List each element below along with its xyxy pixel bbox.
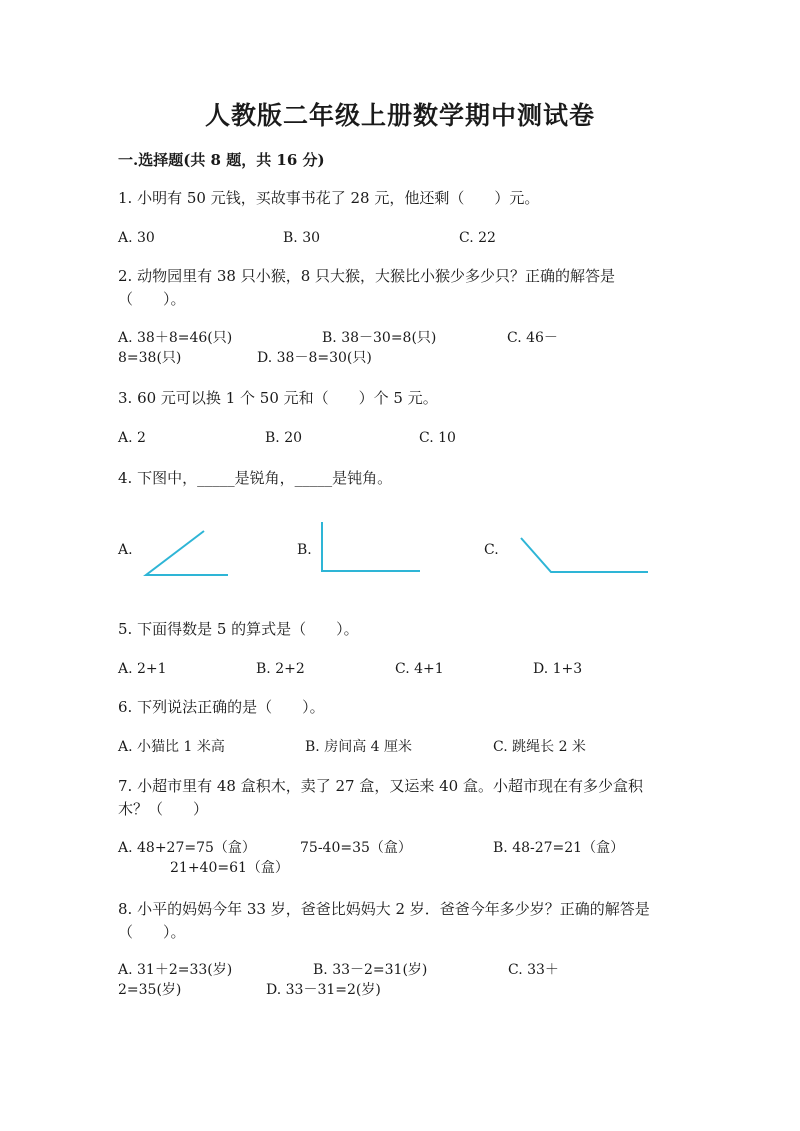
q8-option-d[interactable]: D. 33－31=2(岁) xyxy=(266,982,381,998)
question-8-line-1: 8. 小平的妈妈今年 33 岁，爸爸比妈妈大 2 岁．爸爸今年多少岁？正确的解答是 xyxy=(118,900,650,918)
q7-option-a[interactable]: A. 48+27=75（盒） xyxy=(118,840,256,856)
obtuse-angle-lines xyxy=(521,538,648,572)
question-8-line-2: （ ）。 xyxy=(118,923,186,941)
q2-option-c[interactable]: C. 46－ xyxy=(507,330,558,346)
acute-angle-figure xyxy=(140,525,240,595)
q7-option-a-step2: 75-40=35（盒） xyxy=(300,840,412,856)
q4-option-b[interactable]: B. xyxy=(297,542,312,558)
right-angle-figure xyxy=(316,518,426,588)
section-heading: 一.选择题(共 8 题，共 16 分) xyxy=(118,151,325,169)
q7-option-b[interactable]: B. 48-27=21（盒） xyxy=(493,840,625,856)
question-7-line-1: 7. 小超市里有 48 盒积木，卖了 27 盒，又运来 40 盒。小超市现在有多少盒积 xyxy=(118,777,643,795)
q8-option-c-cont: 2=35(岁) xyxy=(118,982,182,998)
question-2-line-2: （ ）。 xyxy=(118,290,186,308)
q4-option-c[interactable]: C. xyxy=(484,542,499,558)
question-8 xyxy=(118,898,678,944)
q5-option-c[interactable]: C. 4+1 xyxy=(395,661,444,677)
q2-option-c-cont: 8=38(只) xyxy=(118,350,182,366)
question-5: 5. 下面得数是 5 的算式是（ ）。 xyxy=(118,620,359,638)
question-4: 4. 下图中，_____是锐角，_____是钝角。 xyxy=(118,469,393,487)
q6-option-a[interactable]: A. 小猫比 1 米高 xyxy=(118,739,225,755)
question-2-line-1: 2. 动物园里有 38 只小猴，8 只大猴，大猴比小猴少多少只？正确的解答是 xyxy=(118,267,616,285)
question-6: 6. 下列说法正确的是（ ）。 xyxy=(118,698,325,716)
question-7-line-2: 木？（ ） xyxy=(118,800,209,818)
q8-option-c[interactable]: C. 33＋ xyxy=(508,962,559,978)
q5-option-a[interactable]: A. 2+1 xyxy=(118,661,167,677)
q2-option-b[interactable]: B. 38－30=8(只) xyxy=(322,330,437,346)
q2-option-d[interactable]: D. 38－8=30(只) xyxy=(257,350,372,366)
q1-option-a[interactable]: A. 30 xyxy=(118,230,155,246)
q3-option-c[interactable]: C. 10 xyxy=(419,430,456,446)
q6-option-c[interactable]: C. 跳绳长 2 米 xyxy=(493,739,586,755)
q1-option-b[interactable]: B. 30 xyxy=(283,230,321,246)
acute-angle-lines xyxy=(146,531,228,575)
question-1: 1. 小明有 50 元钱，买故事书花了 28 元，他还剩（ ）元。 xyxy=(118,189,540,207)
q6-option-b[interactable]: B. 房间高 4 厘米 xyxy=(305,739,412,755)
q8-option-b[interactable]: B. 33－2=31(岁) xyxy=(313,962,428,978)
q5-option-b[interactable]: B. 2+2 xyxy=(256,661,305,677)
q2-option-a[interactable]: A. 38＋8=46(只) xyxy=(118,330,233,346)
right-angle-lines xyxy=(322,522,420,571)
q8-option-a[interactable]: A. 31＋2=33(岁) xyxy=(118,962,233,978)
page-title: 人教版二年级上册数学期中测试卷 xyxy=(204,101,595,130)
question-3: 3. 60 元可以换 1 个 50 元和（ ）个 5 元。 xyxy=(118,389,438,407)
question-2 xyxy=(118,265,678,311)
obtuse-angle-figure xyxy=(515,532,655,602)
q4-option-a[interactable]: A. xyxy=(118,542,133,558)
q3-option-a[interactable]: A. 2 xyxy=(118,430,146,446)
q1-option-c[interactable]: C. 22 xyxy=(459,230,496,246)
q3-option-b[interactable]: B. 20 xyxy=(265,430,303,446)
q7-option-b-step2: 21+40=61（盒） xyxy=(170,860,289,876)
question-7 xyxy=(118,775,678,821)
q5-option-d[interactable]: D. 1+3 xyxy=(533,661,583,677)
